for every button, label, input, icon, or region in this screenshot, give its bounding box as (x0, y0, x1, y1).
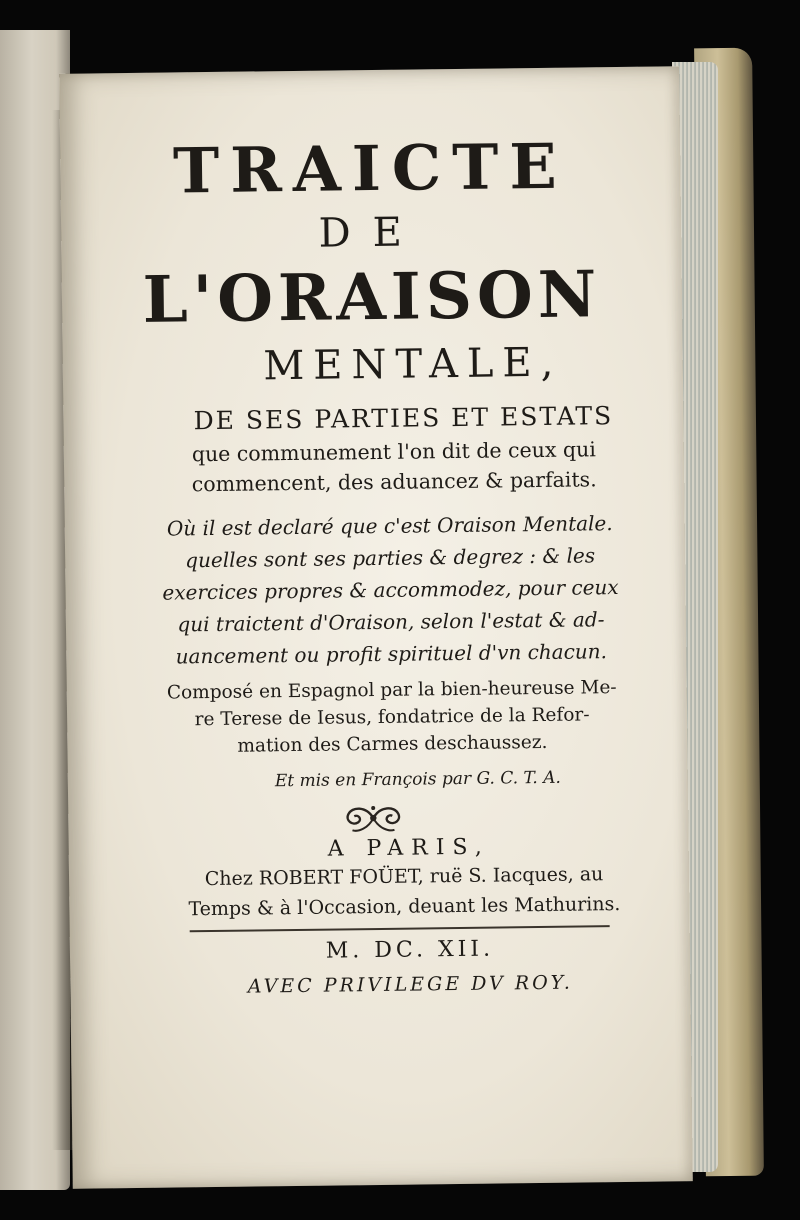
title-page (59, 66, 693, 1188)
subtitle-parties: DE SES PARTIES ET ESTATS (193, 401, 614, 436)
imprint-date: M. DC. XII. (325, 936, 495, 964)
description-line-4: qui traictent d'Oraison, selon l'estat & ad- (177, 607, 605, 637)
imprint-publisher: Chez ROBERT FOÜET, ruë S. Iacques, au (204, 863, 604, 891)
description-line-3: exercices propres & accommodez, pour ceux (162, 575, 619, 605)
description-line-2: quelles sont ses parties & degrez : & les (185, 543, 596, 573)
ornament-icon (338, 800, 408, 837)
subtitle-line-1: que communement l'on dit de ceux qui (191, 437, 596, 467)
author-line-2: re Terese de Iesus, fondatrice de la Refor- (194, 704, 590, 731)
subtitle-line-2: commencent, des aduancez & parfaits. (191, 467, 597, 497)
title-mentale: MENTALE, (263, 339, 563, 390)
imprint-city: A PARIS, (327, 834, 490, 862)
title-de: DE (318, 209, 425, 257)
imprint-address: Temps & à l'Occasion, deuant les Mathurins. (188, 893, 621, 921)
description-line-1: Où il est declaré que c'est Oraison Mentale. (166, 511, 613, 541)
author-line-3: mation des Carmes deschaussez. (237, 731, 548, 757)
description-line-5: uancement ou profit spirituel d'vn chacun. (175, 639, 608, 669)
author-line-1: Composé en Espagnol par la bien-heureuse Me- (166, 677, 617, 704)
book-title: TRAICTE (172, 129, 569, 208)
divider-rule (190, 925, 610, 932)
title-subject: L'ORAISON (142, 257, 602, 338)
royal-privilege: AVEC PRIVILEGE DV ROY. (247, 971, 573, 998)
translator-line: Et mis en François par G. C. T. A. (274, 767, 561, 792)
